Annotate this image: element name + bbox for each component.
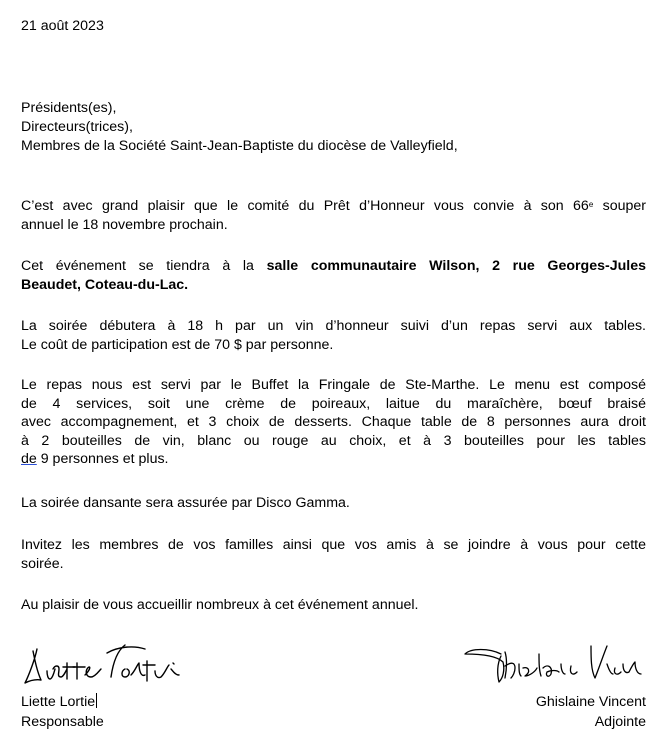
menu-line-3: avec accompagnement, et 3 choix de desserts. Chaque table de 8 personnes aura droit [21,414,646,430]
schedule-line-1: La soirée débutera à 18 h par un vin d’honneur suivi d’un repas servi aux tables. [21,318,646,334]
schedule-line-2: Le coût de participation est de 70 $ par personne. [21,336,334,353]
salutation-line-2: Directeurs(trices), [21,119,133,135]
text-cursor [96,693,97,708]
invitation-line-1: C’est avec grand plaisir que le comité du Prêt d’Honneur vous convie à son 66e souper [21,198,646,214]
paragraph-dance [21,494,646,513]
right-signatory-name: Ghislaine Vincent [535,694,646,710]
dance-line-1: La soirée dansante sera assurée par Disco Gamma. [21,495,350,511]
signature-liette-lortie [21,641,191,689]
left-signatory-role: Responsable [21,714,104,730]
closing-line-1: Au plaisir de vous accueillir nombreux à cet événement annuel. [21,597,419,613]
salutation-line-1: Présidents(es), [21,100,117,116]
menu-line-4: à 2 bouteilles de vin, blanc ou rouge au choix, et à 3 bouteilles pour les tables [21,432,646,449]
menu-line-2: de 4 services, soit une crème de poireaux, laitue du maraîchère, bœuf braisé [21,395,646,412]
families-line-1: Invitez les membres de vos familles ainsi que vos amis à se joindre à vous pour cette [21,537,646,553]
paragraph-invitation [21,197,646,234]
families-line-2: soirée. [21,555,64,572]
paragraph-families [21,536,646,573]
menu-line-1: Le repas nous est servi par le Buffet la Fringale de Ste-Marthe. Le menu est composé [21,377,646,393]
salutation-line-3: Membres de la Société Saint-Jean-Baptiste du diocèse de Valleyfield, [21,138,458,154]
paragraph-closing [21,596,646,615]
letter-date: 21 août 2023 [21,18,104,34]
invitation-line-2: annuel le 18 novembre prochain. [21,216,228,233]
paragraph-menu [21,376,646,469]
right-signatory-role: Adjointe [594,714,646,730]
location-line-2: Beaudet, Coteau-du-Lac. [21,276,189,293]
location-line-1: Cet événement se tiendra à la salle communautaire Wilson, 2 rue Georges-Jules [21,258,646,274]
left-signatory-name: Liette Lortie [21,694,96,710]
signature-ghislaine-vincent [441,634,646,690]
paragraph-schedule [21,317,646,354]
paragraph-location [21,257,646,294]
menu-line-5: de 9 personnes et plus. [21,451,169,467]
